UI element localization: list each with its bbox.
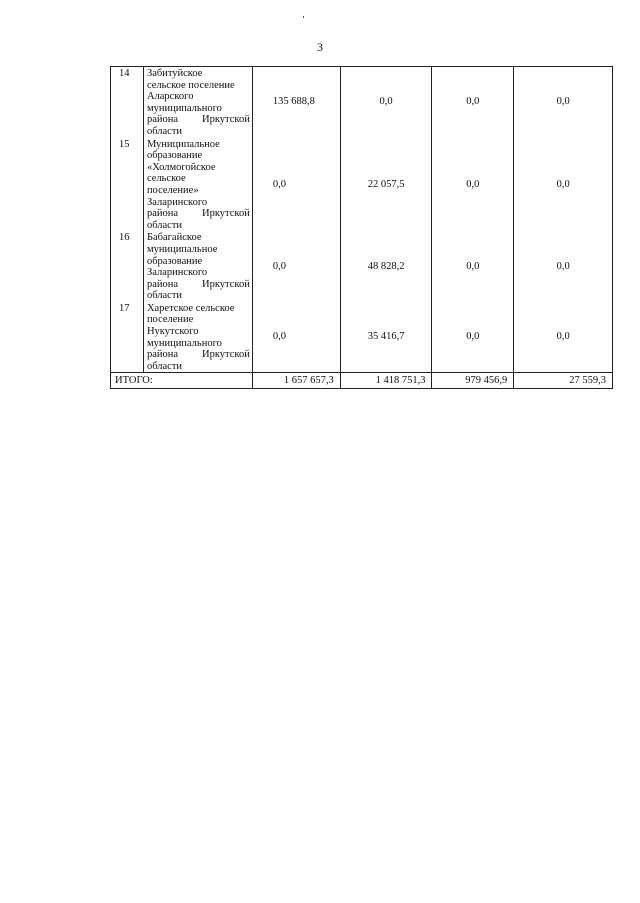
- total-label: ИТОГО:: [111, 373, 253, 389]
- total-value-3: 979 456,9: [432, 373, 514, 389]
- page-number: 3: [317, 40, 323, 54]
- municipality-name: [143, 67, 252, 138]
- municipality-name-line: Заларинского: [146, 196, 208, 208]
- municipality-name-line: поселение»: [146, 184, 199, 196]
- row-number: 14: [111, 67, 144, 138]
- municipality-name-line: области: [146, 125, 183, 137]
- table-row: [111, 138, 613, 232]
- row-number: 15: [111, 138, 144, 232]
- table-body: [111, 67, 613, 373]
- municipality-name-line: «Холмогойское: [146, 161, 216, 173]
- amount-cell-4: 0,0: [514, 231, 613, 302]
- municipality-name-line: Нукутского: [146, 326, 199, 338]
- amount-cell-4: 0,0: [514, 302, 613, 373]
- total-value-2: 1 418 751,3: [340, 373, 432, 389]
- amount-cell-3: 0,0: [432, 138, 514, 232]
- municipality-name-line: поселение: [146, 314, 194, 326]
- municipality-name: [143, 302, 252, 373]
- table-row: [111, 67, 613, 138]
- municipality-name-line: муниципального: [146, 102, 222, 114]
- amount-cell-4: 0,0: [514, 138, 613, 232]
- municipality-name-line: сельское: [146, 173, 186, 185]
- total-row: [111, 373, 613, 389]
- municipality-name-line: Харетское сельское: [146, 302, 235, 314]
- municipality-name-line: образование: [146, 255, 203, 267]
- municipality-name: [143, 231, 252, 302]
- municipality-name-line: Заларинского: [146, 267, 208, 279]
- municipality-name-line: [147, 349, 250, 361]
- amount-cell-3: 0,0: [432, 302, 514, 373]
- municipality-name-line: Аларского: [146, 91, 194, 103]
- municipality-name-line: [147, 279, 250, 291]
- municipality-name: [143, 138, 252, 232]
- name-word: района: [146, 208, 178, 220]
- name-word: Иркутской: [202, 278, 250, 290]
- municipality-name-line: муниципального: [146, 337, 222, 349]
- municipality-name-line: Бабагайское: [146, 232, 202, 244]
- municipality-name-line: муниципальное: [146, 243, 218, 255]
- amount-cell-2: 35 416,7: [340, 302, 432, 373]
- name-word: района: [146, 114, 178, 126]
- total-value-4: 27 559,3: [514, 373, 613, 389]
- amount-cell-3: 0,0: [432, 231, 514, 302]
- budget-table: [110, 66, 613, 389]
- name-word: района: [146, 278, 178, 290]
- amount-cell-4: 0,0: [514, 67, 613, 138]
- row-number: 16: [111, 231, 144, 302]
- municipality-name-line: Муниципальное: [146, 138, 220, 150]
- municipality-name-line: области: [146, 219, 183, 231]
- amount-cell-2: 22 057,5: [340, 138, 432, 232]
- table-row: [111, 302, 613, 373]
- amount-cell-1: 0,0: [252, 231, 340, 302]
- name-word: района: [146, 349, 178, 361]
- amount-cell-1: 135 688,8: [252, 67, 340, 138]
- municipality-name-line: [147, 114, 250, 126]
- amount-cell-2: 0,0: [340, 67, 432, 138]
- municipality-name-line: Забитуйское: [146, 68, 203, 79]
- name-word: Иркутской: [202, 349, 250, 361]
- scan-speck: [303, 16, 304, 18]
- row-number: 17: [111, 302, 144, 373]
- name-word: Иркутской: [202, 208, 250, 220]
- amount-cell-1: 0,0: [252, 302, 340, 373]
- municipality-name-line: сельское поселение: [146, 79, 235, 91]
- amount-cell-3: 0,0: [432, 67, 514, 138]
- total-value-1: 1 657 657,3: [252, 373, 340, 389]
- name-word: Иркутской: [202, 114, 250, 126]
- municipality-name-line: образование: [146, 150, 203, 162]
- table-row: [111, 231, 613, 302]
- amount-cell-2: 48 828,2: [340, 231, 432, 302]
- municipality-name-line: [147, 208, 250, 220]
- municipality-name-line: области: [146, 290, 183, 302]
- amount-cell-1: 0,0: [252, 138, 340, 232]
- municipality-name-line: области: [146, 360, 183, 372]
